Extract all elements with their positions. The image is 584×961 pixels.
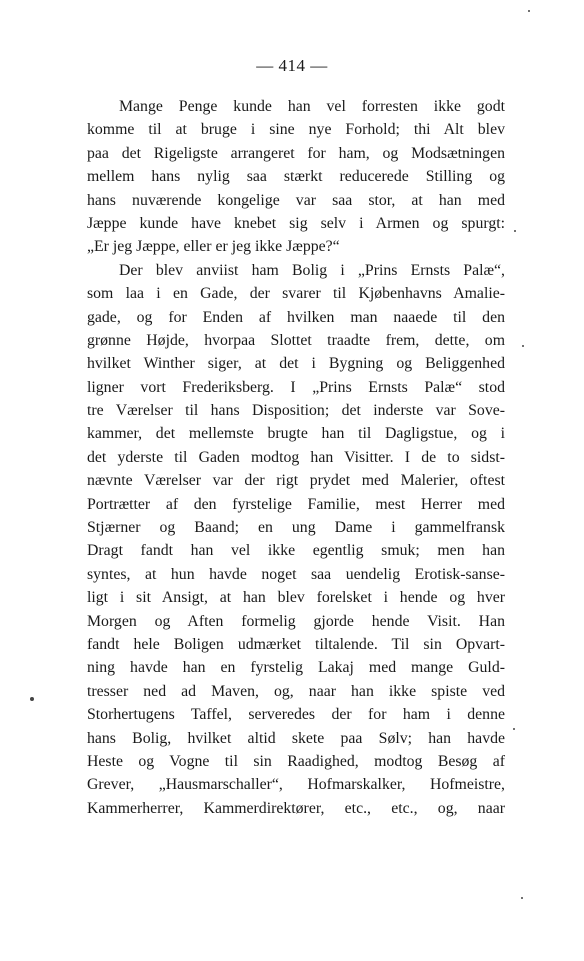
text-line: Morgen og Aften formelig gjorde hende Visit. Han [87,612,505,630]
text-line: Dragt fandt han vel ikke egentlig smuk; men han [87,542,505,560]
scan-speck [513,728,515,730]
text-line: som laa i en Gade, der svarer til Kjøbenhavns Amalie- [87,285,505,303]
text-line: fandt hele Boligen udmærket tiltalende. Til sin Opvart- [87,635,505,653]
text-line: hans Bolig, hvilket altid skete paa Sølv; han havde [87,729,505,747]
text-line: Der blev anviist ham Bolig i „Prins Ernsts Palæ“, [119,261,505,279]
scan-speck [30,697,34,701]
text-line: grønne Højde, hvorpaa Slottet traadte frem, dette, om [87,331,505,349]
text-line: kammer, det mellemste brugte han til Dagligstue, og i [87,425,505,443]
text-line: hvilket Winther siger, at det i Bygning og Beliggenhed [87,355,505,373]
text-line: Stjærner og Baand; en ung Dame i gammelfransk [87,519,505,537]
text-line: komme til at bruge i sine nye Forhold; thi Alt blev [87,121,505,139]
text-line: nævnte Værelser var der rigt prydet med Malerier, oftest [87,472,505,490]
text-line: Heste og Vogne til sin Raadighed, modtog Besøg af [87,752,505,770]
text-line: ning havde han en fyrstelig Lakaj med mange Guld- [87,659,505,677]
text-line: Portrætter af den fyrstelige Familie, mest Herrer med [87,495,505,513]
text-line: Grever, „Hausmarschaller“, Hofmarskalker, Hofmeistre, [87,776,505,794]
text-line: Mange Penge kunde han vel forresten ikke godt [119,98,505,115]
text-line: Jæppe kunde have knebet sig selv i Armen og spurgt: [87,214,505,232]
scan-speck [514,230,516,232]
text-line: Kammerherrer, Kammerdirektører, etc., etc., og, naar [87,799,505,817]
text-line: tresser ned ad Maven, og, naar han ikke spiste ved [87,682,505,700]
text-line: „Er jeg Jæppe, eller er jeg ikke Jæppe?“ [87,238,340,256]
text-line: syntes, at hun havde noget saa uendelig Erotisk-sanse- [87,565,505,583]
text-line: tre Værelser til hans Disposition; det inderste var Sove- [87,402,505,420]
text-line: det yderste til Gaden modtog han Visitter. I de to sidst- [87,448,505,466]
scan-speck [522,345,524,347]
text-line: gade, og for Enden af hvilken man naaede til den [87,308,505,326]
body-text [87,95,505,820]
text-line: mellem hans nylig saa stærkt reducerede Stilling og [87,168,505,186]
scan-speck [521,897,523,899]
text-line: ligner vort Frederiksberg. I „Prins Ernsts Palæ“ stod [87,378,505,396]
page-number: — 414 — [256,56,328,75]
scan-speck [528,10,530,12]
text-line: Storhertugens Taffel, serveredes der for ham i denne [87,706,505,724]
text-line: ligt i sit Ansigt, at han blev forelsket i hende og hver [87,589,505,607]
text-line: paa det Rigeligste arrangeret for ham, og Modsætningen [87,144,505,162]
text-line: hans nuværende kongelige var saa stor, at han med [87,191,505,209]
